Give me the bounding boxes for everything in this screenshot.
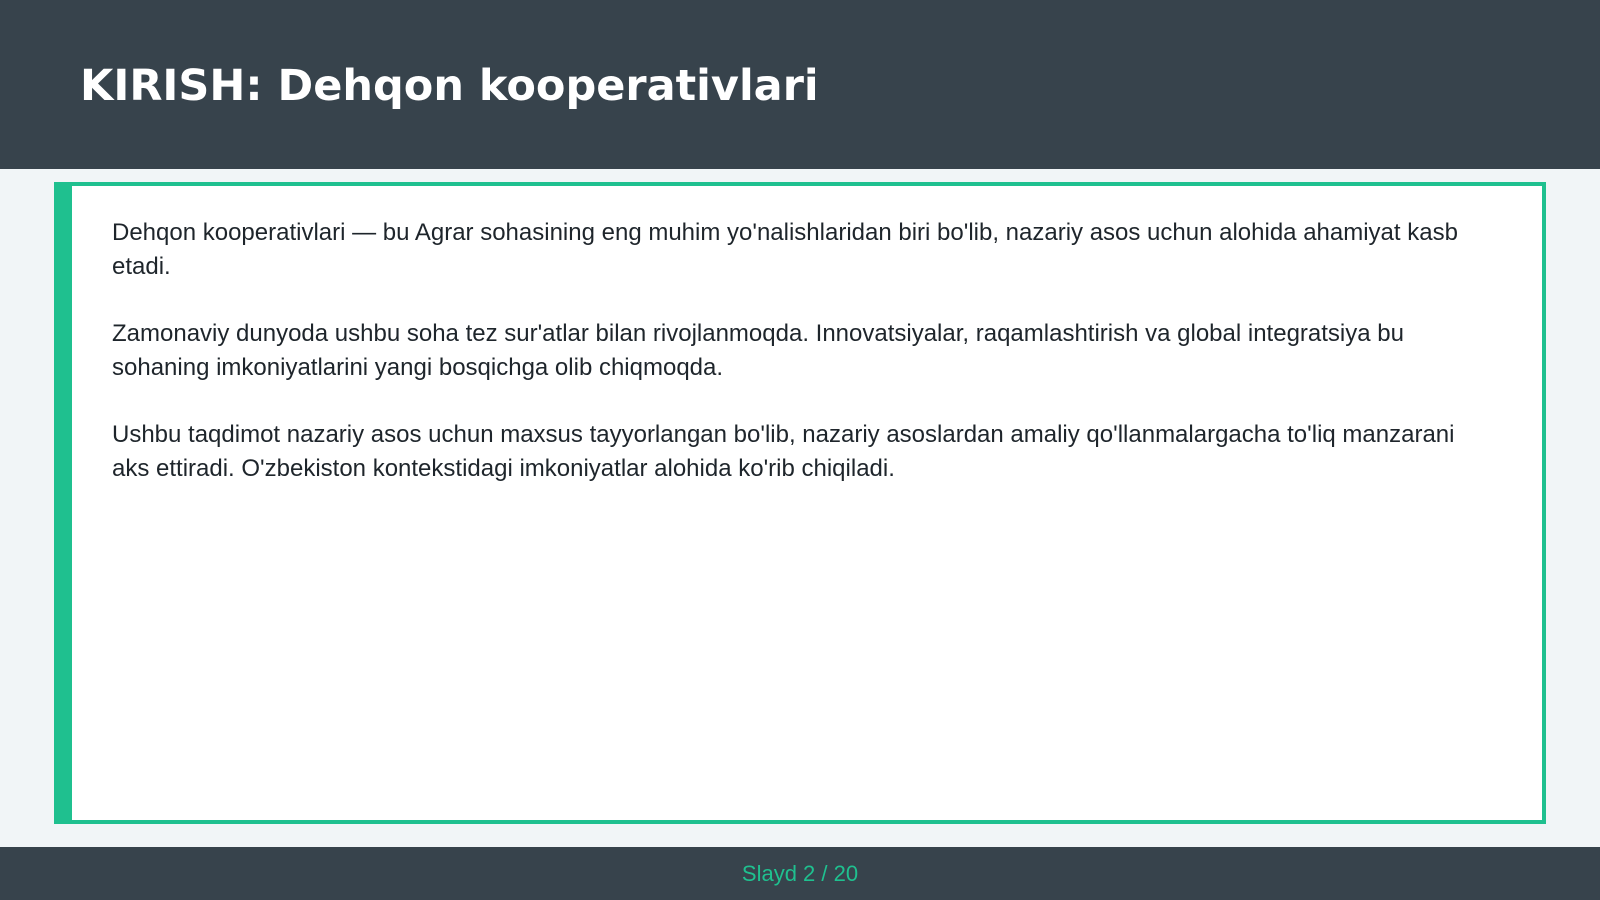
- content-box: [54, 182, 1546, 824]
- paragraph-presentation-purpose: Ushbu taqdimot nazariy asos uchun maxsus tayyorlangan bo'lib, nazariy asoslardan amaliy qo'llanmalargacha to'liq manzarani aks ettiradi. O'zbekiston kontekstidagi imkoniyatlar alohida ko'rib chiqiladi.: [112, 421, 1455, 482]
- slide-counter: Slayd 2 / 20: [741, 861, 859, 886]
- content-text: [112, 216, 1492, 519]
- paragraph-intro: Dehqon kooperativlari — bu Agrar sohasining eng muhim yo'nalishlaridan biri bo'lib, nazariy asos uchun alohida ahamiyat kasb etadi.: [112, 219, 1458, 280]
- paragraph-modern-world: Zamonaviy dunyoda ushbu soha tez sur'atlar bilan rivojlanmoqda. Innovatsiyalar, raqamlashtirish va global integratsiya bu sohaning imkoniyatlarini yangi bosqichga olib chiqmoqda.: [112, 320, 1404, 381]
- slide-header: [0, 0, 1600, 169]
- slide-footer: [0, 847, 1600, 900]
- slide-title: KIRISH: Dehqon kooperativlari: [80, 61, 819, 111]
